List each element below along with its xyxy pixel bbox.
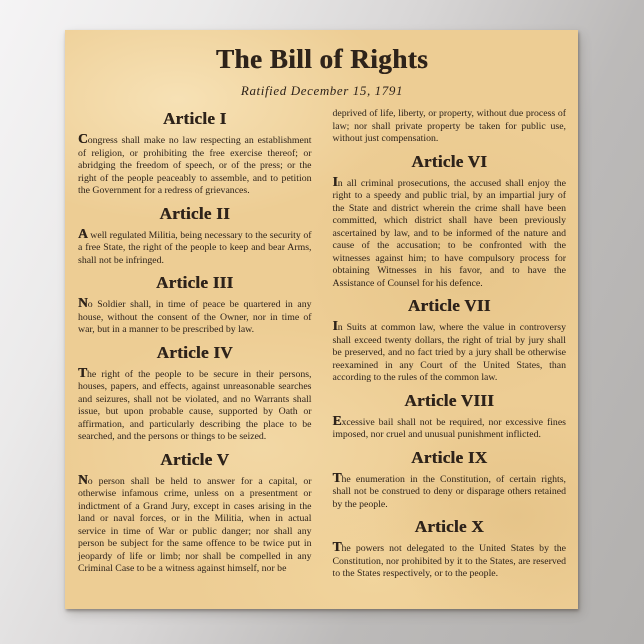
article-6-text: n all criminal prosecutions, the accused shall enjoy the right to a speedy and public trial, by an impartial jury of the State and district wherein the crime shall have been committed, which district shall have been previously ascertained by law, and to be informed of the nature and cause of the accusation; to be confronted with the witnesses against him; to have compulsory process for obtaining Witnesses in his favor, and to have the Assistance of Counsel for his defence. bbox=[332, 177, 566, 289]
article-10-text: he powers not delegated to the United States by the Constitution, nor prohibited by it to the States, are reserved to the States respectively, or to the people. bbox=[332, 543, 566, 579]
article-6-body bbox=[333, 175, 567, 291]
drop-cap: I bbox=[332, 318, 338, 333]
article-8-body bbox=[333, 414, 567, 442]
left-column bbox=[78, 108, 312, 581]
article-10-body bbox=[333, 540, 567, 581]
article-9-section bbox=[333, 448, 567, 512]
article-5-text: o person shall be held to answer for a capital, or otherwise infamous crime, unless on a presentment or indictment of a Grand Jury, except in cases arising in the land or naval forces, or in the Militia, when in actual service in time of War or public danger; nor shall any person be subject for the same offence to be twice put in jeopardy of life or limb; nor shall be compelled in any Criminal Case to be a witness against himself, nor be bbox=[78, 475, 312, 574]
two-column-layout bbox=[78, 108, 566, 581]
bill-of-rights-poster bbox=[65, 30, 578, 609]
article-5-heading: Article V bbox=[160, 449, 230, 469]
article-3-body bbox=[78, 296, 312, 337]
article-3-heading: Article III bbox=[156, 273, 234, 292]
poster-subtitle: Ratified December 15, 1791 bbox=[240, 83, 404, 98]
article-3-section bbox=[78, 273, 312, 337]
article-9-heading: Article IX bbox=[411, 447, 488, 467]
article-8-text: xcessive bail shall not be required, nor excessive fines imposed, nor cruel and unusual punishment inflicted. bbox=[332, 416, 566, 440]
article-4-section bbox=[78, 343, 312, 444]
article-4-body bbox=[78, 366, 312, 444]
drop-cap: T bbox=[78, 364, 88, 380]
article-4-text: he right of the people to be secure in their persons, houses, papers, and effects, against unreasonable searches and seizures, shall not be violated, and no Warrants shall issue, but upon probable cause, supported by Oath or affirmation, and particularly describing the place to be searched, and the persons or things to be seized. bbox=[78, 368, 312, 442]
drop-cap: I bbox=[332, 173, 338, 189]
article-2-body bbox=[78, 227, 312, 268]
drop-cap: E bbox=[332, 412, 342, 428]
article-4-heading: Article IV bbox=[156, 342, 233, 362]
article-2-heading: Article II bbox=[159, 203, 230, 223]
article-10-section bbox=[333, 517, 567, 581]
drop-cap: T bbox=[332, 539, 342, 554]
article-1-text: ongress shall make no law respecting an establishment of religion, or prohibiting the free exercise thereof; or abridging the freedom of speech, or of the press; or the right of the people peaceably to assemble, and to petition the Government for a redress of grievances. bbox=[78, 135, 312, 196]
drop-cap: N bbox=[78, 471, 88, 487]
article-3-text: o Soldier shall, in time of peace be quartered in any house, without the consent of the Owner, nor in time of war, but in a manner to be prescribed by law. bbox=[78, 299, 312, 335]
article-8-heading: Article VIII bbox=[404, 390, 495, 410]
article-1-section bbox=[78, 109, 312, 198]
drop-cap: C bbox=[78, 131, 88, 146]
article-2-text: well regulated Militia, being necessary to the security of a free State, the right of the people to keep and bear Arms, shall not be infringed. bbox=[78, 229, 312, 266]
article-2-section bbox=[78, 204, 312, 268]
article-5-continuation: deprived of life, liberty, or property, without due process of law; nor shall private property be taken for public use, without just compensation. bbox=[332, 108, 566, 144]
drop-cap: T bbox=[332, 469, 342, 485]
article-5-body bbox=[78, 473, 312, 576]
article-1-heading: Article I bbox=[162, 109, 227, 128]
article-9-text: he enumeration in the Constitution, of certain rights, shall not be construed to deny or disparage others retained by the people. bbox=[332, 473, 566, 510]
article-1-body bbox=[78, 132, 312, 198]
article-9-body bbox=[333, 471, 567, 512]
article-5-section bbox=[78, 450, 312, 576]
article-7-body bbox=[333, 319, 567, 385]
article-6-section bbox=[333, 152, 567, 291]
poster-title: The Bill of Rights bbox=[215, 44, 429, 74]
article-8-section bbox=[333, 391, 567, 442]
right-column bbox=[333, 108, 567, 581]
drop-cap: N bbox=[78, 295, 88, 310]
article-10-heading: Article X bbox=[414, 517, 484, 536]
article-7-section bbox=[333, 296, 567, 385]
article-7-text: n Suits at common law, where the value in controversy shall exceed twenty dollars, the right of trial by jury shall be preserved, and no fact tried by a jury shall be otherwise reexamined in any Court of the United States, than according to the rules of the common law. bbox=[332, 322, 566, 383]
article-6-heading: Article VI bbox=[411, 151, 488, 171]
drop-cap: A bbox=[78, 225, 88, 241]
article-7-heading: Article VII bbox=[407, 296, 491, 315]
